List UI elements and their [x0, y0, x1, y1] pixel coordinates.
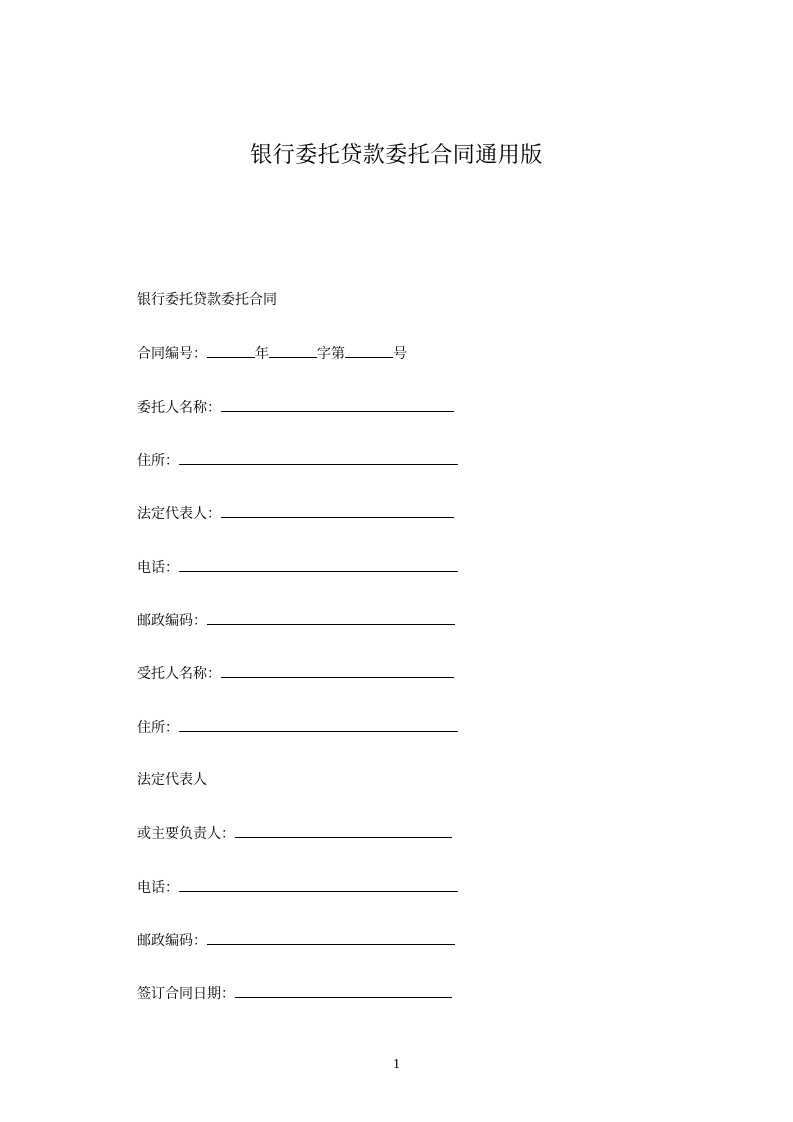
trustee-legal-rep-line-1: [137, 770, 207, 790]
client-legal-rep-blank: [221, 503, 454, 518]
contract-number-prefix-blank: [207, 343, 255, 358]
client-name-label: 委托人名称：: [137, 400, 221, 416]
trustee-postcode-line: [137, 930, 455, 950]
client-address-label: 住所：: [137, 453, 179, 469]
client-name-blank: [221, 397, 454, 412]
trustee-address-line: [137, 717, 458, 737]
trustee-address-blank: [179, 717, 458, 732]
client-phone-blank: [179, 557, 458, 572]
trustee-legal-rep-label-2: 或主要负责人：: [137, 826, 235, 842]
client-legal-rep-line: [137, 503, 454, 523]
client-postcode-label: 邮政编码：: [137, 613, 207, 629]
contract-number-year-blank: [269, 343, 317, 358]
contract-number-hao-label: 号: [393, 346, 407, 362]
trustee-postcode-label: 邮政编码：: [137, 933, 207, 949]
contract-number-line: [137, 343, 407, 363]
client-address-line: [137, 450, 458, 470]
client-name-line: [137, 397, 454, 417]
document-title: 银行委托贷款委托合同通用版: [250, 143, 543, 168]
contract-number-zidi-label: 字第: [317, 346, 345, 362]
document-subtitle: 银行委托贷款委托合同: [137, 292, 277, 308]
page-number: 1: [393, 1057, 400, 1072]
client-postcode-blank: [207, 610, 455, 625]
sign-date-label: 签订合同日期：: [137, 986, 235, 1002]
sign-date-line: [137, 983, 452, 1003]
trustee-legal-rep-label-1: 法定代表人: [137, 772, 207, 788]
trustee-name-label: 受托人名称：: [137, 666, 221, 682]
client-postcode-line: [137, 610, 455, 630]
sign-date-blank: [235, 983, 452, 998]
trustee-postcode-blank: [207, 930, 455, 945]
contract-number-year-label: 年: [255, 346, 269, 362]
contract-number-no-blank: [345, 343, 393, 358]
contract-number-label: 合同编号：: [137, 346, 207, 362]
trustee-phone-blank: [179, 877, 458, 892]
trustee-name-blank: [221, 663, 454, 678]
trustee-address-label: 住所：: [137, 720, 179, 736]
trustee-legal-rep-line-2: [137, 823, 452, 843]
trustee-phone-label: 电话：: [137, 880, 179, 896]
client-address-blank: [179, 450, 458, 465]
trustee-name-line: [137, 663, 454, 683]
client-phone-label: 电话：: [137, 560, 179, 576]
client-legal-rep-label: 法定代表人：: [137, 506, 221, 522]
trustee-legal-rep-blank: [235, 823, 452, 838]
client-phone-line: [137, 557, 458, 577]
trustee-phone-line: [137, 877, 458, 897]
